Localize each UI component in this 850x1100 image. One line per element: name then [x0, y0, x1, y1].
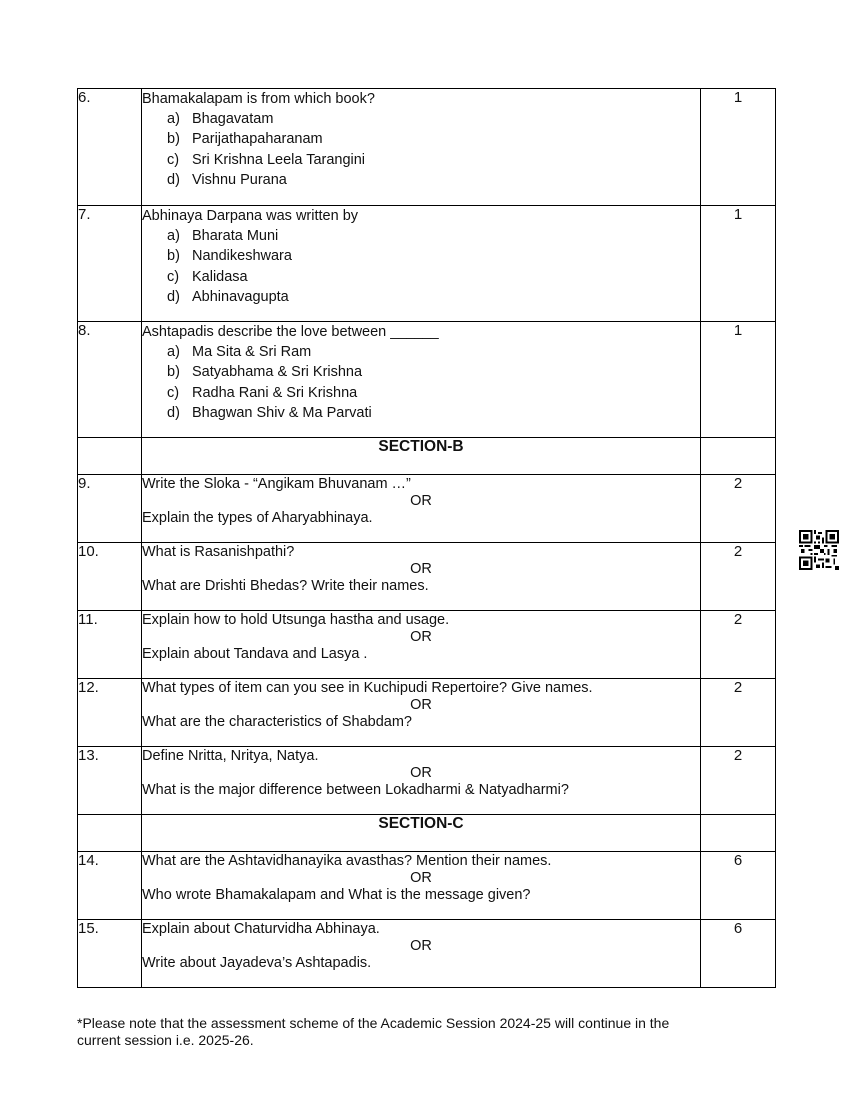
option-item	[167, 342, 700, 362]
option-letter: a)	[167, 111, 180, 128]
option-letter: d)	[167, 171, 180, 188]
question-text: Abhinaya Darpana was written by	[142, 208, 359, 224]
question-body	[142, 543, 701, 611]
question-body	[142, 747, 701, 815]
question-option-2: Explain the types of Aharyabhinaya.	[142, 510, 373, 526]
option-item	[167, 362, 700, 382]
question-row	[78, 611, 776, 679]
section-b-title: SECTION-B	[142, 438, 701, 475]
question-row	[78, 206, 776, 322]
question-marks: 2	[701, 611, 776, 679]
question-number: 7.	[78, 206, 142, 322]
option-letter: b)	[167, 131, 180, 148]
option-item	[167, 403, 700, 423]
question-option-2: Explain about Tandava and Lasya .	[142, 646, 368, 662]
question-marks: 1	[701, 89, 776, 206]
question-row	[78, 475, 776, 543]
question-body	[142, 920, 701, 988]
or-label: OR	[410, 629, 432, 645]
question-option-2: What are the characteristics of Shabdam?	[142, 714, 412, 730]
question-row	[78, 852, 776, 920]
question-option-1: Explain about Chaturvidha Abhinaya.	[142, 921, 380, 937]
option-item	[167, 287, 700, 307]
question-option-2: What is the major difference between Lokadharmi & Natyadharmi?	[142, 782, 569, 798]
question-marks: 1	[701, 206, 776, 322]
or-label: OR	[410, 493, 432, 509]
section-header-row	[78, 438, 776, 475]
question-body	[142, 475, 701, 543]
footnote-line-1: *Please note that the assessment scheme of the Academic Session 2024-25 will continue in the	[77, 1015, 670, 1031]
option-item	[167, 226, 700, 246]
or-label: OR	[410, 561, 432, 577]
question-number: 6.	[78, 89, 142, 206]
or-label: OR	[410, 870, 432, 886]
option-item	[167, 246, 700, 266]
option-letter: b)	[167, 248, 180, 265]
question-option-1: What types of item can you see in Kuchipudi Repertoire? Give names.	[142, 680, 593, 696]
assessment-footnote	[77, 1015, 757, 1049]
question-marks: 2	[701, 747, 776, 815]
question-body	[142, 322, 701, 438]
option-text: Kalidasa	[192, 268, 248, 285]
question-marks: 1	[701, 322, 776, 438]
section-empty-cell	[701, 438, 776, 475]
option-text: Ma Sita & Sri Ram	[192, 344, 312, 361]
options-list	[142, 226, 700, 307]
option-item	[167, 109, 700, 129]
question-body	[142, 206, 701, 322]
question-row	[78, 322, 776, 438]
question-body	[142, 611, 701, 679]
or-label: OR	[410, 938, 432, 954]
question-marks: 6	[701, 920, 776, 988]
question-body	[142, 852, 701, 920]
option-letter: d)	[167, 288, 180, 305]
question-marks: 6	[701, 852, 776, 920]
option-text: Sri Krishna Leela Tarangini	[192, 151, 366, 168]
question-option-1: Write the Sloka - “Angikam Bhuvanam …”	[142, 476, 411, 492]
option-item	[167, 383, 700, 403]
option-text: Bharata Muni	[192, 228, 279, 245]
options-list	[142, 109, 700, 190]
question-table	[77, 88, 776, 988]
section-header-row	[78, 815, 776, 852]
footnote-line-2: current session i.e. 2025-26.	[77, 1032, 254, 1048]
option-letter: c)	[167, 384, 180, 401]
qr-code-icon	[799, 530, 839, 570]
question-number: 8.	[78, 322, 142, 438]
option-item	[167, 129, 700, 149]
option-letter: c)	[167, 151, 180, 168]
option-text: Satyabhama & Sri Krishna	[192, 364, 363, 381]
option-letter: a)	[167, 344, 180, 361]
question-marks: 2	[701, 543, 776, 611]
option-letter: b)	[167, 364, 180, 381]
question-row	[78, 679, 776, 747]
section-empty-cell	[78, 438, 142, 475]
question-number: 9.	[78, 475, 142, 543]
question-option-2: Write about Jayadeva’s Ashtapadis.	[142, 955, 372, 971]
question-body	[142, 679, 701, 747]
question-number: 10.	[78, 543, 142, 611]
section-empty-cell	[701, 815, 776, 852]
option-text: Abhinavagupta	[192, 288, 289, 305]
option-text: Nandikeshwara	[192, 248, 292, 265]
question-marks: 2	[701, 475, 776, 543]
option-text: Parijathapaharanam	[192, 131, 323, 148]
question-text: Ashtapadis describe the love between ______	[142, 324, 439, 340]
section-c-title: SECTION-C	[142, 815, 701, 852]
question-option-1: What are the Ashtavidhanayika avasthas? Mention their names.	[142, 853, 552, 869]
question-number: 14.	[78, 852, 142, 920]
question-number: 13.	[78, 747, 142, 815]
option-item	[167, 267, 700, 287]
question-option-2: Who wrote Bhamakalapam and What is the message given?	[142, 887, 531, 903]
option-text: Bhagwan Shiv & Ma Parvati	[192, 404, 372, 421]
question-number: 11.	[78, 611, 142, 679]
question-option-1: What is Rasanishpathi?	[142, 544, 295, 560]
question-option-1: Define Nritta, Nritya, Natya.	[142, 748, 319, 764]
option-letter: c)	[167, 268, 180, 285]
question-option-2: What are Drishti Bhedas? Write their names.	[142, 578, 429, 594]
option-letter: d)	[167, 404, 180, 421]
option-item	[167, 170, 700, 190]
or-label: OR	[410, 697, 432, 713]
question-marks: 2	[701, 679, 776, 747]
question-number: 15.	[78, 920, 142, 988]
question-row	[78, 920, 776, 988]
options-list	[142, 342, 700, 423]
option-text: Vishnu Purana	[192, 171, 287, 188]
option-item	[167, 150, 700, 170]
or-label: OR	[410, 765, 432, 781]
question-row	[78, 543, 776, 611]
option-letter: a)	[167, 228, 180, 245]
option-text: Bhagavatam	[192, 111, 274, 128]
question-body	[142, 89, 701, 206]
option-text: Radha Rani & Sri Krishna	[192, 384, 358, 401]
question-text: Bhamakalapam is from which book?	[142, 91, 375, 107]
question-row	[78, 89, 776, 206]
question-row	[78, 747, 776, 815]
section-empty-cell	[78, 815, 142, 852]
question-number: 12.	[78, 679, 142, 747]
question-option-1: Explain how to hold Utsunga hastha and usage.	[142, 612, 450, 628]
